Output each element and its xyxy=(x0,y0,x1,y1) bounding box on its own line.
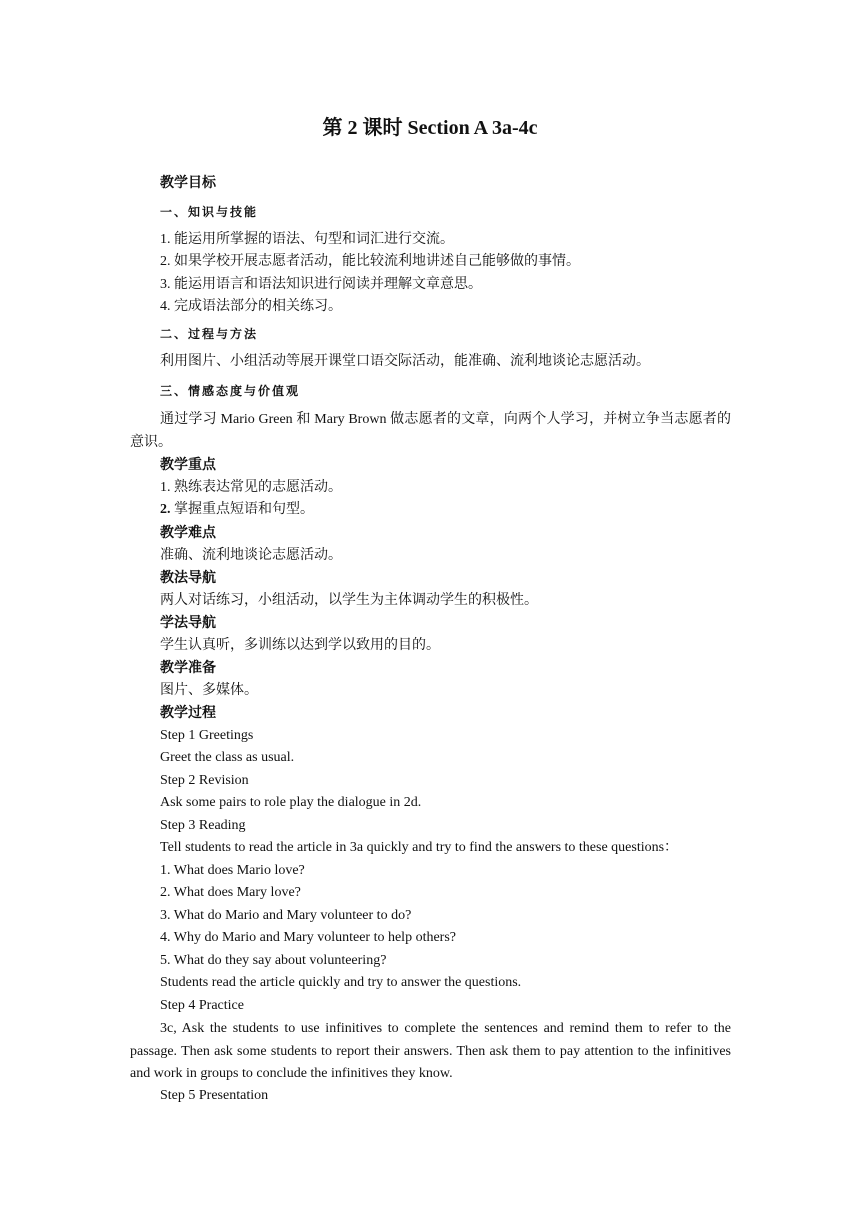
page-title: 第 2 课时 Section A 3a-4c xyxy=(322,117,538,139)
question-5: 5. What do they say about volunteering? xyxy=(160,953,387,968)
knowledge-item-1: 1. 能运用所掌握的语法、句型和词汇进行交流。 xyxy=(160,232,454,247)
question-3: 3. What do Mario and Mary volunteer to do? xyxy=(160,908,412,923)
teaching-method-text: 两人对话练习，小组活动，以学生为主体调动学生的积极性。 xyxy=(160,593,538,608)
difficulty-text: 准确、流利地谈论志愿活动。 xyxy=(160,548,342,563)
key-points-heading: 教学重点 xyxy=(160,457,216,473)
process-methods-heading: 二、过程与方法 xyxy=(160,327,259,341)
key-point-item-1: 1. 熟练表达常见的志愿活动。 xyxy=(160,480,342,495)
step-1-heading: Step 1 Greetings xyxy=(160,728,254,743)
step-4-heading: Step 4 Practice xyxy=(160,998,244,1013)
key-point-item-2-text: 掌握重点短语和句型。 xyxy=(170,502,314,517)
attitude-values-heading: 三、情感态度与价值观 xyxy=(160,384,301,398)
knowledge-item-3: 3. 能运用语言和语法知识进行阅读并理解文章意思。 xyxy=(160,277,482,292)
attitude-values-text: 通过学习 Mario Green 和 Mary Brown 做志愿者的文章，向两个人学习，并树立争当志愿者的意识。 xyxy=(130,412,731,450)
step-5-heading: Step 5 Presentation xyxy=(160,1088,269,1103)
question-1: 1. What does Mario love? xyxy=(160,863,305,878)
teaching-method-heading: 教法导航 xyxy=(160,570,216,586)
step-3-after-text: Students read the article quickly and try to answer the questions. xyxy=(160,975,522,990)
difficulty-heading: 教学难点 xyxy=(160,525,216,541)
question-2: 2. What does Mary love? xyxy=(160,885,301,900)
preparation-heading: 教学准备 xyxy=(160,660,216,676)
step-1-text: Greet the class as usual. xyxy=(160,750,295,765)
step-3-text: Tell students to read the article in 3a quickly and try to find the answers to these questions： xyxy=(160,840,679,855)
step-2-heading: Step 2 Revision xyxy=(160,773,249,788)
learning-method-heading: 学法导航 xyxy=(160,615,216,631)
step-3-heading: Step 3 Reading xyxy=(160,818,246,833)
step-2-text: Ask some pairs to role play the dialogue in 2d. xyxy=(160,795,422,810)
question-4: 4. Why do Mario and Mary volunteer to help others? xyxy=(160,930,457,945)
teaching-process-heading: 教学过程 xyxy=(160,705,216,721)
knowledge-skills-heading: 一、知识与技能 xyxy=(160,205,259,219)
learning-method-text: 学生认真听，多训练以达到学以致用的目的。 xyxy=(160,638,440,653)
step-4-text: 3c, Ask the students to use infinitives to complete the sentences and remind them to refer to the passage. Then ask some students to report their answers. Then ask them to pay attention to the infinitives and work in groups to conclude the infinitives they know. xyxy=(130,1021,731,1081)
knowledge-item-2: 2. 如果学校开展志愿者活动，能比较流利地讲述自己能够做的事情。 xyxy=(160,254,580,269)
key-point-item-2 xyxy=(160,500,750,520)
knowledge-item-4: 4. 完成语法部分的相关练习。 xyxy=(160,299,342,314)
process-methods-text: 利用图片、小组活动等展开课堂口语交际活动，能准确、流利地谈论志愿活动。 xyxy=(160,354,650,369)
preparation-text: 图片、多媒体。 xyxy=(160,683,258,698)
objectives-heading: 教学目标 xyxy=(160,175,216,191)
key-point-item-2-number: 2. xyxy=(160,502,171,517)
